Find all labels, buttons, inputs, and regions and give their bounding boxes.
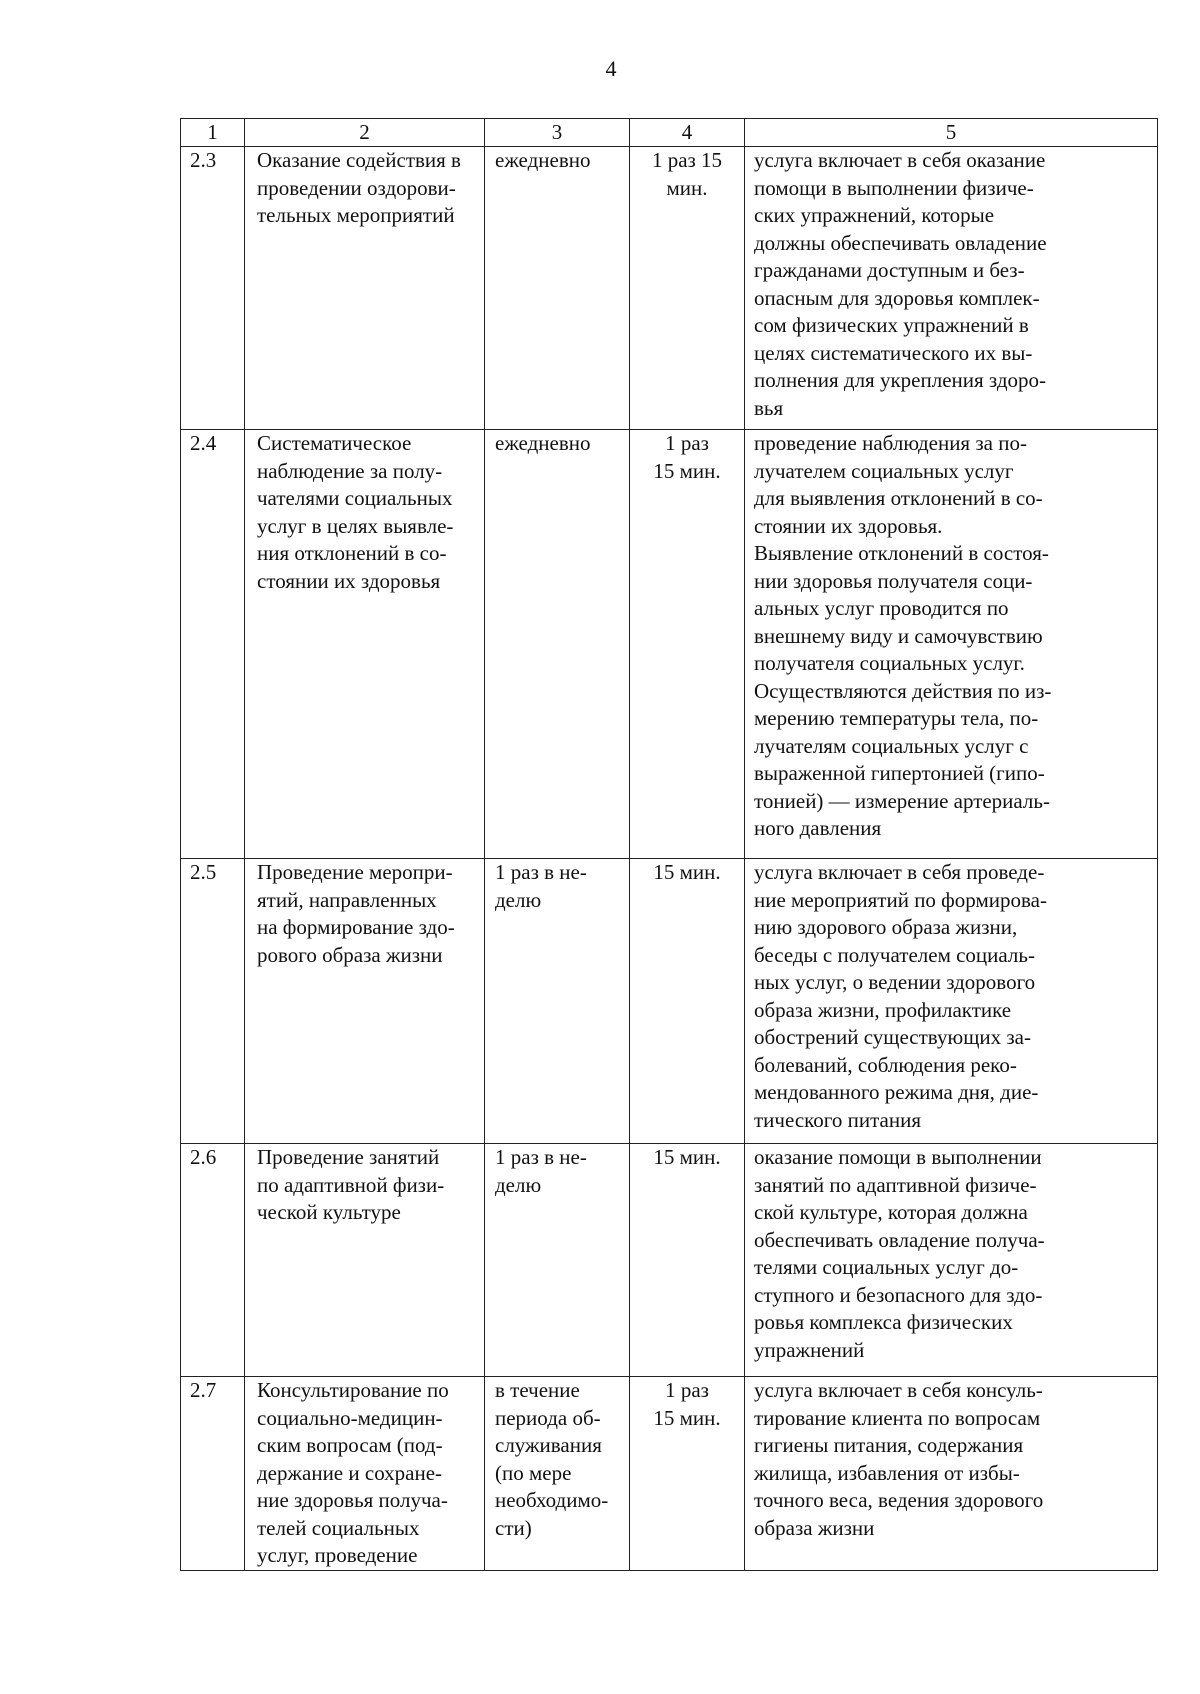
table-row: [181, 1144, 1158, 1377]
service-periodicity: в течение периода об- служивания (по мере необходимо- сти): [485, 1377, 630, 1571]
column-number-header: 3: [485, 119, 630, 147]
table-header-row: [181, 119, 1158, 147]
service-name: Систематическое наблюдение за полу- чателями социальных услуг в целях выявле- ния отклонений в со- стоянии их здоровья: [245, 430, 485, 859]
service-number: 2.3: [181, 147, 245, 430]
table-row: [181, 859, 1158, 1144]
service-number: 2.4: [181, 430, 245, 859]
service-description: проведение наблюдения за по- лучателем социальных услуг для выявления отклонений в со- стоянии их здоровья. Выявление отклонений в состоя- нии здоровья получателя соци- альных услуг проводится по внешнему виду и самочувствию получателя социальных услуг. Осуществляются действия по из- мерению температуры тела, по- лучателям социальных услуг с выраженной гипертонией (гипо- тонией) — измерение артериаль- ного давления: [745, 430, 1158, 859]
service-periodicity: ежедневно: [485, 430, 630, 859]
column-number-header: 4: [630, 119, 745, 147]
service-periodicity: 1 раз в не- делю: [485, 1144, 630, 1377]
service-number: 2.7: [181, 1377, 245, 1571]
service-time: 1 раз 15 мин.: [630, 1377, 745, 1571]
service-number: 2.6: [181, 1144, 245, 1377]
service-number: 2.5: [181, 859, 245, 1144]
service-description: услуга включает в себя проведе- ние мероприятий по формирова- нию здорового образа жизни, беседы с получателем социаль- ных услуг, о ведении здорового образа жизни, профилактике обострений существующих за- болеваний, соблюдения реко- мендованного режима дня, дие- тического питания: [745, 859, 1158, 1144]
service-description: услуга включает в себя оказание помощи в выполнении физиче- ских упражнений, которые должны обеспечивать овладение гражданами доступным и без- опасным для здоровья комплек- сом физических упражнений в целях систематического их вы- полнения для укрепления здоро- вья: [745, 147, 1158, 430]
service-name: Проведение меропри- ятий, направленных на формирование здо- рового образа жизни: [245, 859, 485, 1144]
service-time: 1 раз 15 мин.: [630, 147, 745, 430]
table-row: [181, 430, 1158, 859]
service-time: 1 раз 15 мин.: [630, 430, 745, 859]
column-number-header: 2: [245, 119, 485, 147]
service-periodicity: ежедневно: [485, 147, 630, 430]
table-row: [181, 147, 1158, 430]
page-number: 4: [605, 56, 617, 81]
service-time: 15 мин.: [630, 859, 745, 1144]
column-number-header: 1: [181, 119, 245, 147]
service-name: Проведение занятий по адаптивной физи- ческой культуре: [245, 1144, 485, 1377]
service-periodicity: 1 раз в не- делю: [485, 859, 630, 1144]
service-time: 15 мин.: [630, 1144, 745, 1377]
service-description: услуга включает в себя консуль- тирование клиента по вопросам гигиены питания, содержания жилища, избавления от избы- точного веса, ведения здорового образа жизни: [745, 1377, 1158, 1571]
service-description: оказание помощи в выполнении занятий по адаптивной физиче- ской культуре, которая должна обеспечивать овладение получа- телями социальных услуг до- ступного и безопасного для здо- ровья комплекса физических упражнений: [745, 1144, 1158, 1377]
column-number-header: 5: [745, 119, 1158, 147]
service-name: Оказание содействия в проведении оздорови- тельных мероприятий: [245, 147, 485, 430]
service-name: Консультирование по социально-медицин- ским вопросам (под- держание и сохране- ние здоровья получа- телей социальных услуг, проведение: [245, 1377, 485, 1571]
table-row: [181, 1377, 1158, 1571]
services-table: [180, 118, 1158, 1571]
